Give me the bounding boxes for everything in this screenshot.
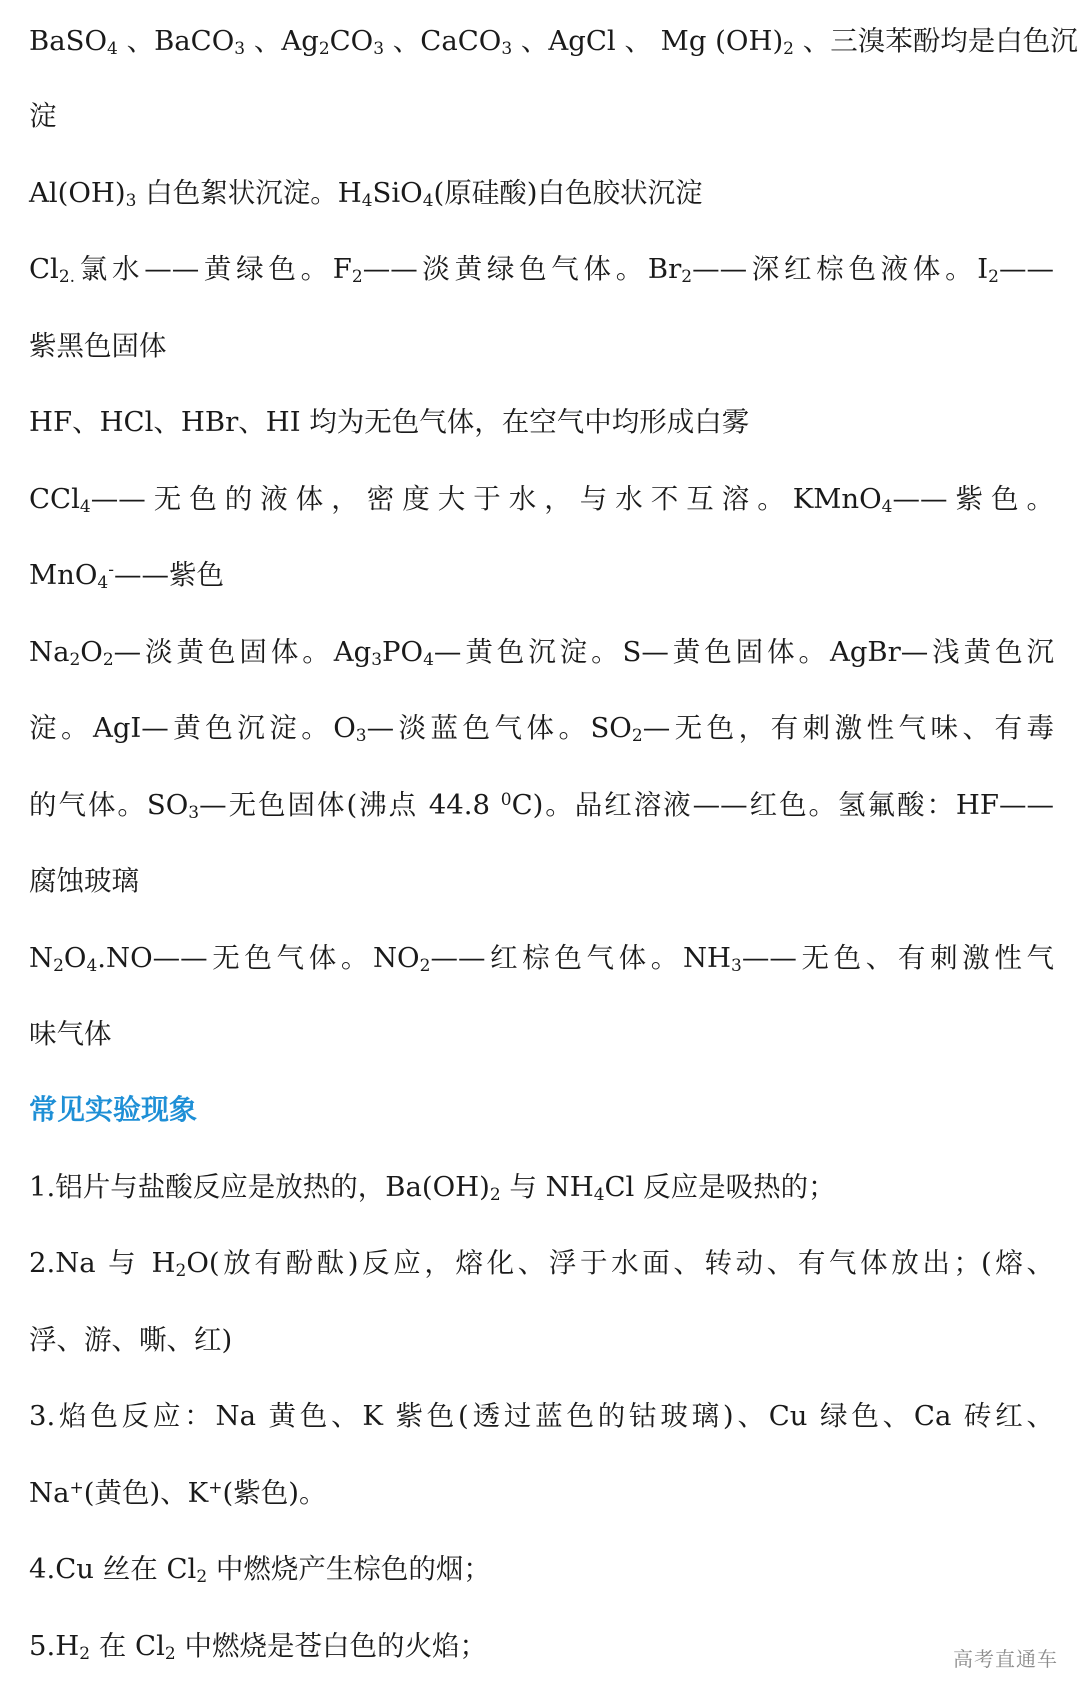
text-segment: .: [97, 942, 107, 974]
subscript: 4: [361, 191, 373, 211]
text-segment: Na: [29, 1477, 70, 1509]
text-segment: ——紫色: [114, 559, 224, 591]
text-line: [29, 938, 1054, 978]
text-segment: (原硅酸)白色胶状沉淀: [433, 177, 703, 209]
subscript: 4: [97, 573, 109, 593]
subscript: 2: [783, 39, 794, 59]
text-segment: Al(OH): [29, 177, 126, 209]
text-segment: 1.铝片与盐酸反应是放热的，Ba(OH): [29, 1171, 490, 1203]
subscript: 2: [79, 1644, 91, 1664]
text-segment: SiO: [372, 177, 423, 209]
text-segment: —黄色沉淀。S—黄色固体。AgBr—浅黄色沉: [433, 636, 1055, 668]
text-segment: 、三溴苯酚均是白色沉: [794, 25, 1078, 57]
text-segment: 、Ag: [245, 25, 319, 57]
text-segment: Na: [29, 636, 70, 668]
subscript: 2: [175, 1261, 187, 1281]
text-segment: ——无色、有刺激性气: [741, 942, 1055, 974]
subscript: 2: [318, 39, 330, 59]
text-segment: 腐蚀玻璃: [29, 865, 139, 897]
text-segment: Cl 反应是吸热的；: [604, 1171, 836, 1203]
text-line: [29, 1320, 1054, 1360]
subscript: 2: [53, 956, 64, 976]
text-segment: 味气体: [29, 1018, 112, 1050]
text-line: [29, 96, 1054, 136]
subscript: 3: [188, 803, 200, 823]
text-segment: —淡蓝色气体。SO: [366, 712, 632, 744]
text-line: [29, 249, 1054, 289]
section-heading: 常见实验现象: [29, 1093, 198, 1126]
text-segment: 4.Cu 丝在 Cl: [29, 1553, 197, 1585]
text-segment: N: [29, 942, 54, 974]
text-segment: O: [80, 636, 103, 668]
text-segment: ——红棕色气体。NH: [430, 942, 732, 974]
text-line: [29, 326, 1054, 366]
subscript: 3: [234, 39, 246, 59]
text-segment: 在 Cl: [90, 1630, 165, 1662]
text-segment: ——: [999, 253, 1054, 285]
subscript: 3: [371, 650, 383, 670]
superscript: +: [208, 1478, 223, 1498]
text-line: [29, 1014, 1054, 1054]
subscript: 3: [731, 956, 742, 976]
text-segment: 3.焰色反应：Na 黄色、K 紫色(透过蓝色的钴玻璃)、Cu 绿色、Ca 砖红、: [29, 1400, 1054, 1432]
superscript: +: [69, 1478, 84, 1498]
text-segment: 氯水——黄绿色。F: [75, 253, 352, 285]
text-segment: PO: [382, 636, 424, 668]
text-segment: 紫黑色固体: [29, 330, 167, 362]
text-segment: 中燃烧是苍白色的火焰；: [175, 1630, 487, 1662]
text-segment: 与 NH: [500, 1171, 594, 1203]
text-segment: —无色，有刺激性气味、有毒: [642, 712, 1054, 744]
text-segment: C)。品红溶液——红色。氢氟酸：HF——: [511, 789, 1054, 821]
text-segment: ——无色的液体，密度大于水，与水不互溶。KMnO: [90, 483, 882, 515]
subscript: 2.: [58, 267, 76, 287]
subscript: 2: [69, 650, 81, 670]
text-line: [29, 1473, 1054, 1513]
text-segment: 中燃烧产生棕色的烟；: [207, 1553, 491, 1585]
subscript: 4: [79, 497, 91, 517]
text-line: [29, 1167, 1054, 1207]
text-segment: 淀: [29, 100, 57, 132]
text-segment: ——紫色。: [892, 483, 1054, 515]
text-line: [29, 402, 1054, 442]
text-segment: 淀。AgI—黄色沉淀。O: [29, 712, 356, 744]
text-line: [29, 1243, 1054, 1283]
text-line: [29, 1626, 1054, 1666]
text-segment: 、AgCl 、 Mg (OH): [512, 25, 784, 57]
text-line: [29, 173, 1054, 213]
superscript: -: [108, 560, 114, 580]
subscript: 3: [373, 39, 385, 59]
text-line: [29, 1549, 1054, 1589]
text-line: [29, 785, 1054, 825]
text-segment: 的气体。SO: [29, 789, 189, 821]
text-segment: O: [63, 942, 87, 974]
subscript: 2: [164, 1644, 176, 1664]
text-segment: Cl: [29, 253, 59, 285]
subscript: 2: [681, 267, 693, 287]
text-segment: O(放有酚酞)反应，熔化、浮于水面、转动、有气体放出；(熔、: [186, 1247, 1054, 1279]
text-segment: 浮、游、嘶、红): [29, 1324, 233, 1356]
text-segment: 、BaCO: [117, 25, 235, 57]
subscript: 3: [125, 191, 137, 211]
subscript: 4: [881, 497, 893, 517]
text-line: [29, 1396, 1054, 1436]
text-segment: —无色固体(沸点 44.8: [199, 789, 501, 821]
text-line: [29, 708, 1054, 748]
text-segment: 、CaCO: [384, 25, 502, 57]
text-line: [29, 555, 1054, 595]
text-segment: MnO: [29, 559, 98, 591]
subscript: 2: [489, 1185, 501, 1205]
text-segment: ——深红棕色液体。I: [692, 253, 989, 285]
text-segment: NO——无色气体。NO: [106, 942, 420, 974]
subscript: 3: [501, 39, 513, 59]
superscript: 0: [500, 790, 512, 810]
subscript: 2: [351, 267, 363, 287]
text-line: [29, 632, 1054, 672]
subscript: 4: [593, 1185, 605, 1205]
text-segment: 2.Na 与 H: [29, 1247, 176, 1279]
text-segment: (黄色)、K: [83, 1477, 209, 1509]
text-segment: —淡黄色固体。Ag: [113, 636, 372, 668]
watermark: 高考直通车: [953, 1647, 1058, 1671]
subscript: 4: [86, 956, 98, 976]
subscript: 2: [988, 267, 999, 287]
text-segment: HF、HCl、HBr、HI 均为无色气体，在空气中均形成白雾: [29, 406, 750, 438]
text-segment: (紫色)。: [222, 1477, 327, 1509]
subscript: 2: [631, 726, 643, 746]
text-segment: 5.H: [29, 1630, 80, 1662]
text-line: [29, 861, 1054, 901]
text-segment: BaSO: [29, 25, 107, 57]
subscript: 4: [422, 191, 434, 211]
subscript: 2: [419, 956, 431, 976]
text-segment: 白色絮状沉淀。H: [136, 177, 362, 209]
text-segment: ——淡黄绿色气体。Br: [362, 253, 682, 285]
subscript: 3: [355, 726, 367, 746]
subscript: 2: [196, 1567, 208, 1587]
subscript: 4: [107, 39, 118, 59]
subscript: 2: [102, 650, 114, 670]
text-segment: CO: [329, 25, 374, 57]
text-segment: CCl: [29, 483, 80, 515]
text-line: [29, 479, 1054, 519]
text-line: [29, 21, 1078, 61]
subscript: 4: [423, 650, 434, 670]
